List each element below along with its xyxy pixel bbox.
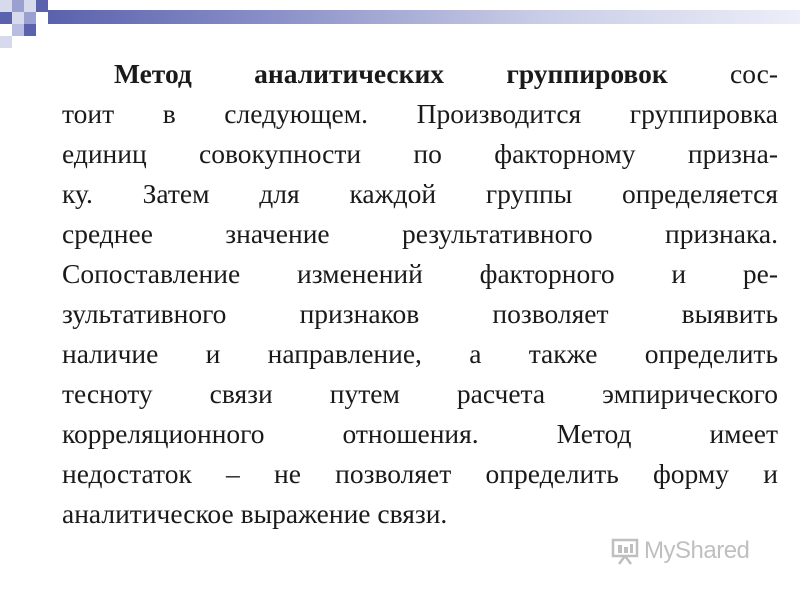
paragraph-line: корреляционного отношения. Метод имеет xyxy=(62,418,778,449)
paragraph-line: тоит в следующем. Производится группировка xyxy=(62,98,778,129)
lead-term: Метод аналитических группировок xyxy=(114,58,668,89)
decor-square xyxy=(12,0,24,12)
decor-square xyxy=(36,0,48,12)
line-text: сос- xyxy=(729,58,778,89)
decor-square xyxy=(0,36,12,48)
watermark xyxy=(610,536,749,566)
presentation-board-icon xyxy=(610,536,640,566)
decor-square xyxy=(12,12,24,24)
body-paragraph xyxy=(62,54,778,534)
paragraph-line: ку. Затем для каждой группы определяется xyxy=(62,178,778,209)
watermark-text: MyShared xyxy=(644,537,750,564)
paragraph-line: недостаток – не позволяет определить форму и xyxy=(62,458,778,489)
paragraph-line: единиц совокупности по факторному призна- xyxy=(62,138,778,169)
decor-square xyxy=(12,24,24,36)
decor-square xyxy=(0,12,12,24)
paragraph-line: среднее значение результативного признака. xyxy=(62,218,778,249)
header-gradient-bar xyxy=(48,10,800,24)
paragraph-line: наличие и направление, а также определить xyxy=(62,338,778,369)
decor-square xyxy=(24,24,36,36)
paragraph-line: аналитическое выражение связи. xyxy=(62,498,448,529)
paragraph-line: зультативного признаков позволяет выявить xyxy=(62,298,778,329)
paragraph-line xyxy=(62,54,778,94)
decor-square xyxy=(0,0,12,12)
paragraph-line: Сопоставление изменений факторного и ре- xyxy=(62,258,778,289)
paragraph-line: тесноту связи путем расчета эмпирического xyxy=(62,378,778,409)
decor-square xyxy=(24,12,36,24)
decor-square xyxy=(24,0,36,12)
